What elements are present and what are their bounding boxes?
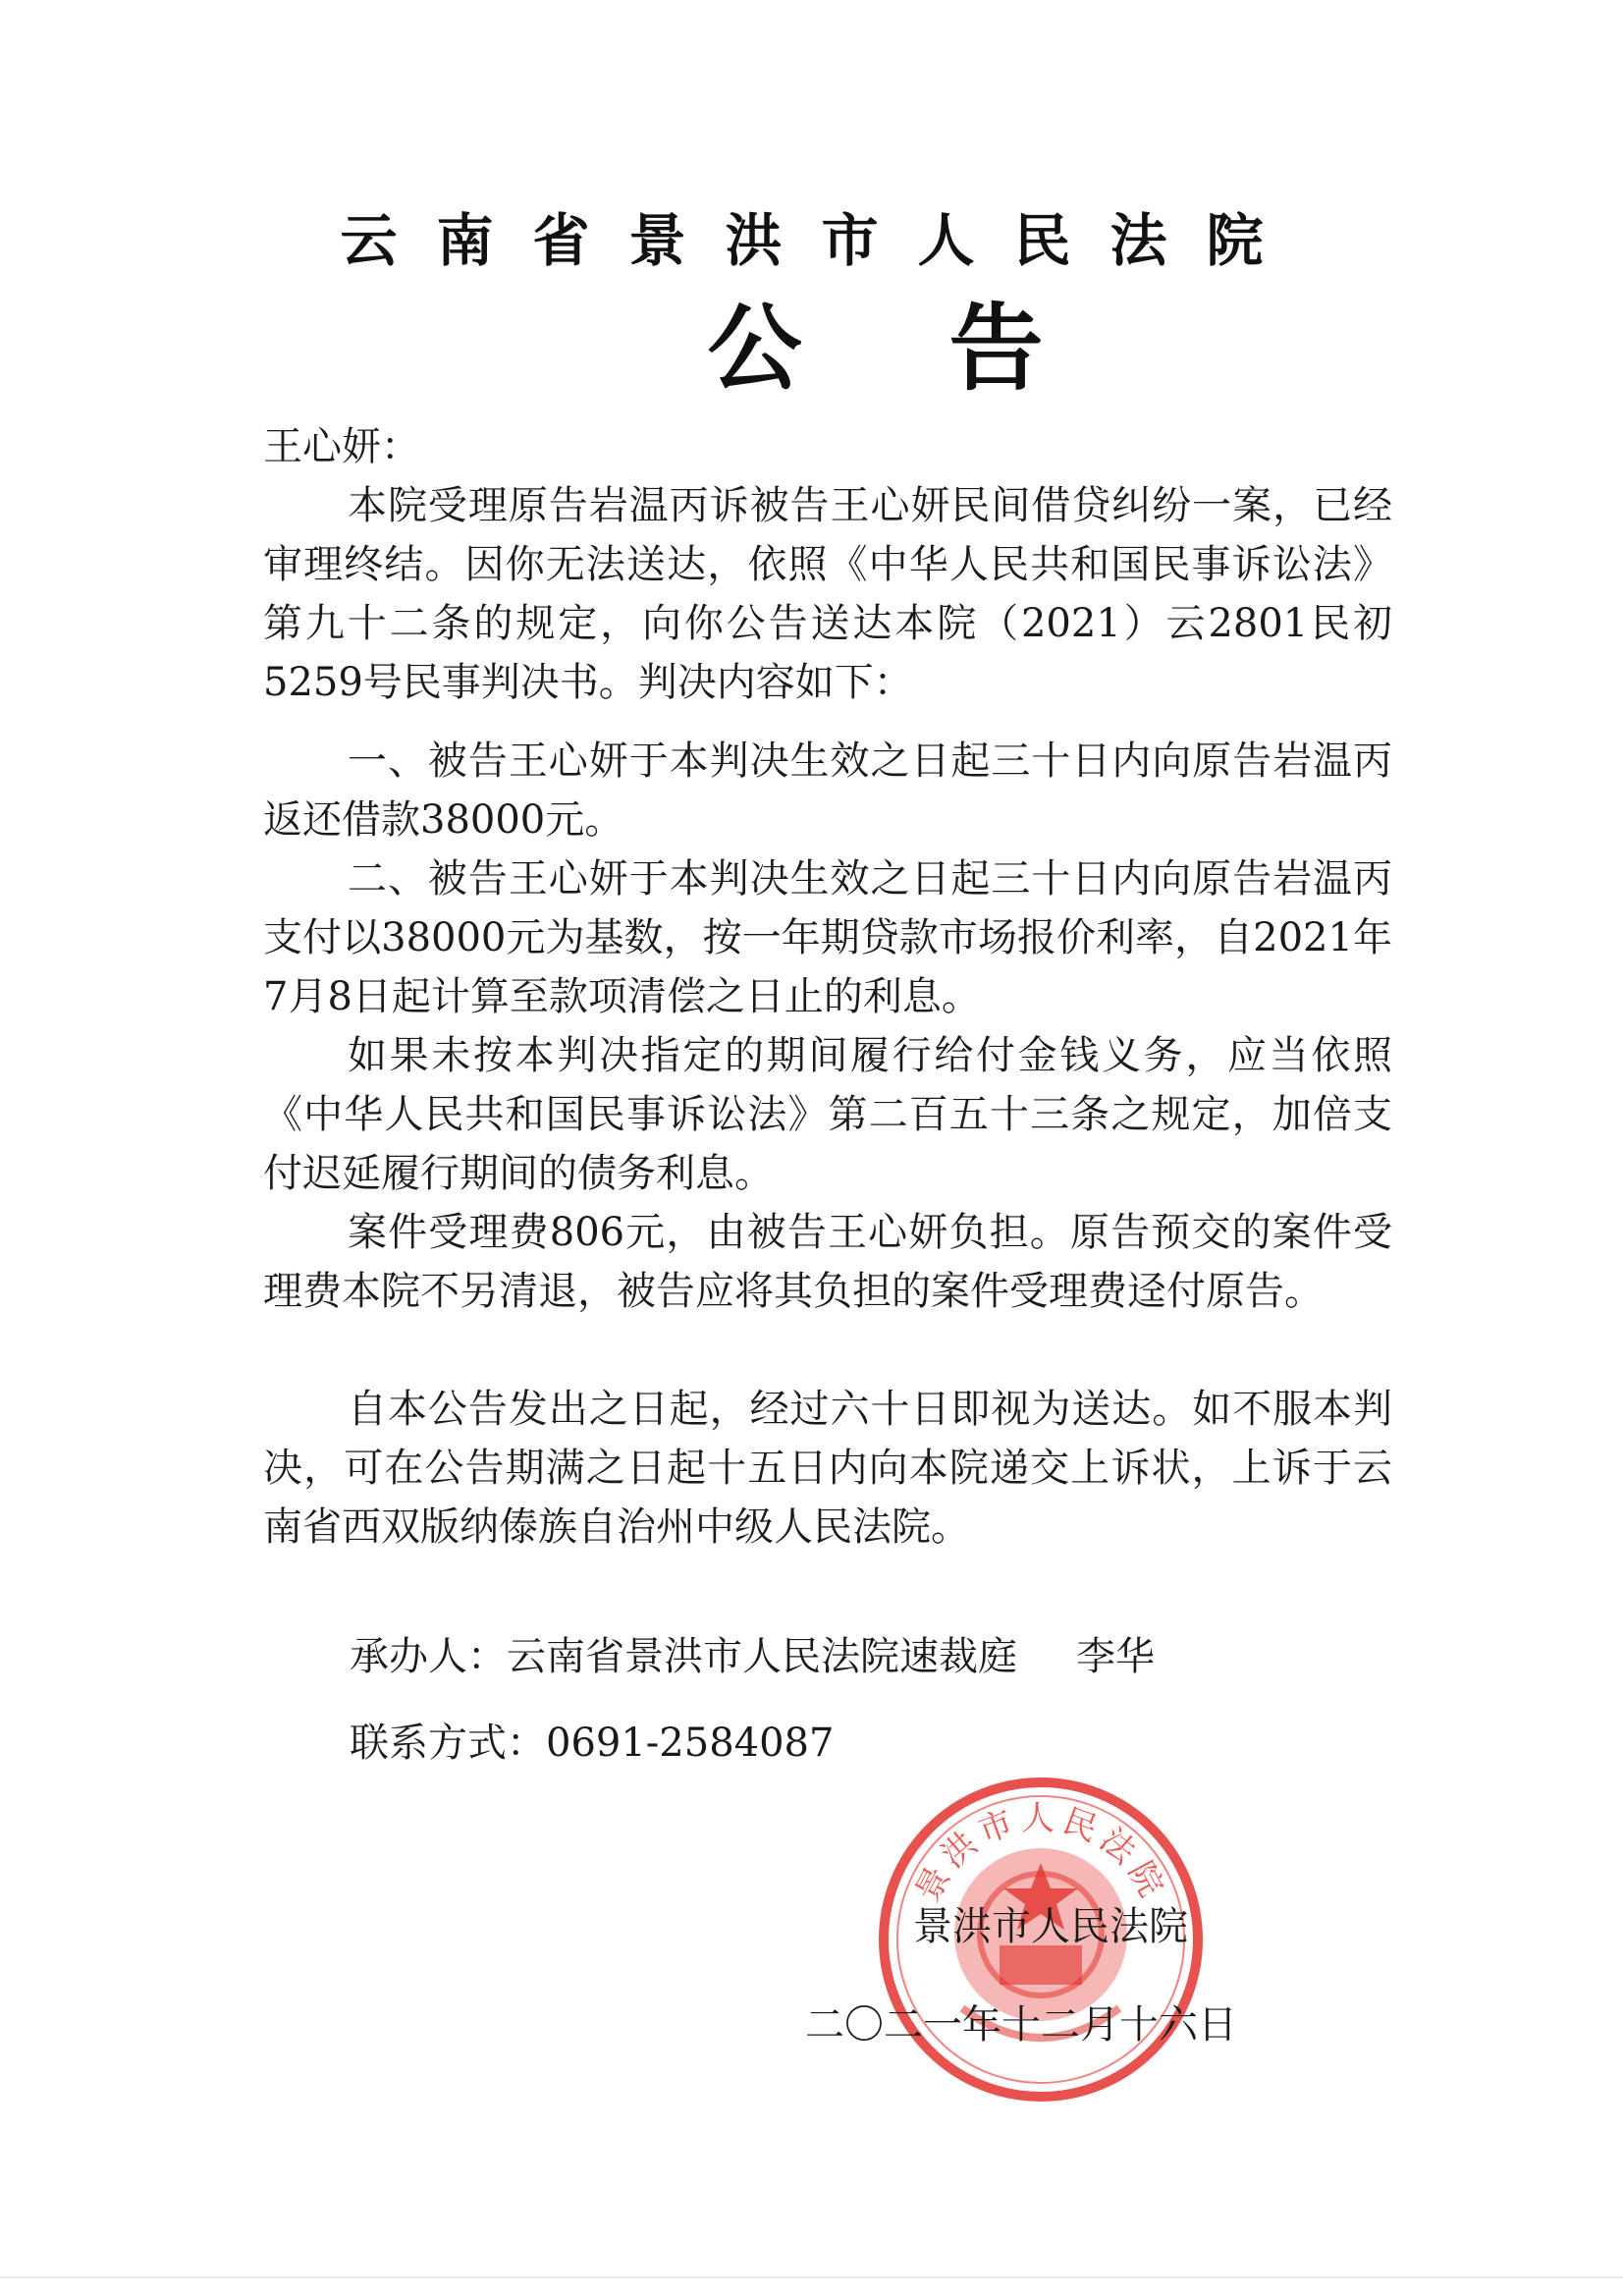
document-title: 公告 xyxy=(707,294,1191,404)
paragraph-late-interest: 如果未按本判决指定的期间履行给付金钱义务，应当依照《中华人民共和国民事诉讼法》第二百五十三条之规定，加倍支付迟延履行期间的债务利息。 xyxy=(263,1033,1392,1196)
seal-text: 景洪市人民法院 xyxy=(907,1799,1174,1909)
contact-phone: 联系方式：0691-2584087 xyxy=(350,1721,835,1766)
signature-court: 景洪市人民法院 xyxy=(913,1904,1188,1949)
paragraph-case-intro: 本院受理原告岩温丙诉被告王心妍民间借贷纠纷一案，已经审理终结。因你无法送达，依照《中华人民共和国民事诉讼法》第九十二条的规定，向你公告送达本院（2021）云2801民初5259号民事判决书。判决内容如下： xyxy=(263,483,1392,705)
addressee: 王心妍： xyxy=(263,424,420,469)
court-name: 云南省景洪市人民法院 xyxy=(340,207,1303,274)
paragraph-judgment-1: 一、被告王心妍于本判决生效之日起三十日内向原告岩温丙返还借款38000元。 xyxy=(263,738,1392,843)
page-edge-divider xyxy=(0,2276,1623,2278)
signature-date: 二〇二一年十二月十六日 xyxy=(805,2002,1237,2048)
handler-name: 李华 xyxy=(1076,1634,1155,1679)
paragraph-judgment-2: 二、被告王心妍于本判决生效之日起三十日内向原告岩温丙支付以38000元为基数，按一年期贷款市场报价利率，自2021年7月8日起计算至款项清偿之日止的利息。 xyxy=(263,856,1392,1019)
paragraph-case-fee: 案件受理费806元，由被告王心妍负担。原告预交的案件受理费本院不另清退，被告应将其负担的案件受理费迳付原告。 xyxy=(263,1210,1392,1314)
handler-label: 承办人：云南省景洪市人民法院速裁庭 xyxy=(350,1634,1017,1679)
paragraph-service-appeal: 自本公告发出之日起，经过六十日即视为送达。如不服本判决，可在公告期满之日起十五日内向本院递交上诉状，上诉于云南省西双版纳傣族自治州中级人民法院。 xyxy=(263,1387,1392,1550)
handler-line xyxy=(350,1627,1155,1686)
